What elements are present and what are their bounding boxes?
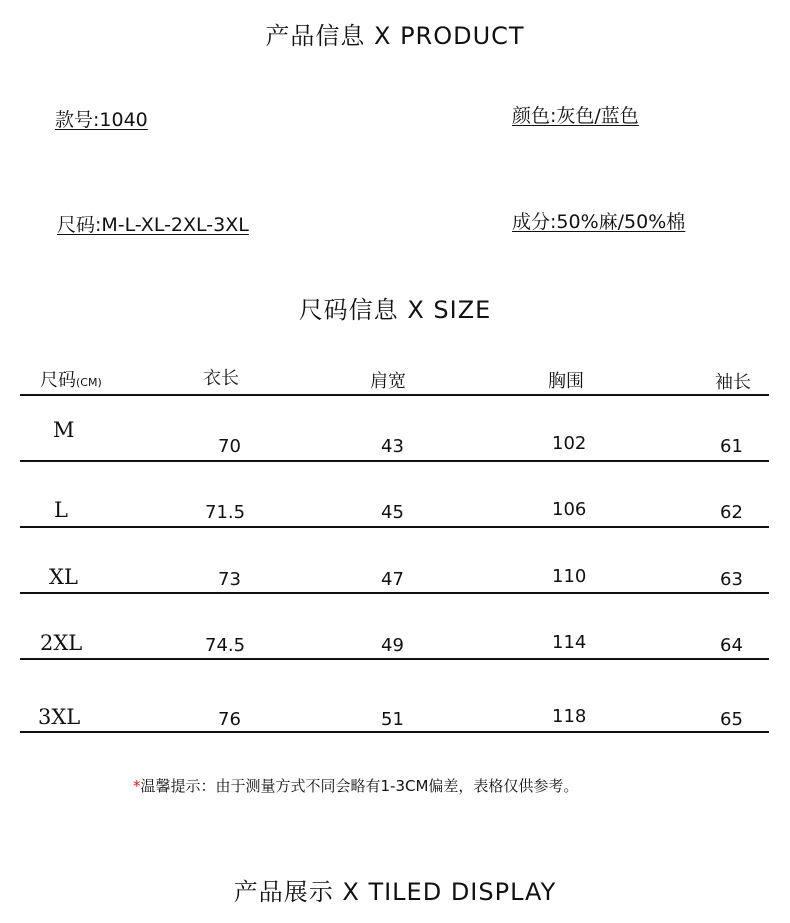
- cell-shoulder: 45: [381, 502, 404, 523]
- header-unit: (CM): [76, 376, 102, 389]
- row-size: XL: [49, 565, 78, 589]
- cell-shoulder: 51: [381, 709, 404, 730]
- cell-chest: 110: [552, 566, 587, 587]
- cell-length: 73: [218, 569, 241, 590]
- row-rule: [20, 592, 769, 594]
- cell-sleeve: 65: [720, 709, 743, 730]
- cell-chest: 102: [552, 433, 587, 454]
- cell-chest: 106: [552, 499, 587, 520]
- row-rule: [20, 526, 769, 528]
- cell-length: 76: [218, 709, 241, 730]
- cell-length: 71.5: [205, 502, 246, 523]
- header-sleeve: 袖长: [715, 372, 751, 393]
- header-size-label: 尺码: [40, 370, 76, 391]
- measurement-tip: [133, 775, 578, 796]
- cell-chest: 114: [552, 632, 587, 653]
- color-info: 颜色:灰色/蓝色: [512, 105, 639, 127]
- cell-shoulder: 43: [381, 436, 404, 457]
- cell-sleeve: 61: [720, 436, 743, 457]
- cell-sleeve: 62: [720, 502, 743, 523]
- cell-chest: 118: [552, 706, 587, 727]
- table-bottom-rule: [20, 731, 769, 733]
- row-rule: [20, 658, 769, 660]
- header-size: [40, 366, 102, 392]
- cell-length: 74.5: [205, 635, 246, 656]
- size-heading: 尺码信息 X SIZE: [298, 296, 492, 324]
- cell-length: 70: [218, 436, 241, 457]
- row-size: 3XL: [38, 705, 81, 729]
- row-size: M: [53, 418, 75, 442]
- tip-text: 温馨提示：由于测量方式不同会略有1-3CM偏差，表格仅供参考。: [140, 777, 579, 795]
- sizes-info: 尺码:M-L-XL-2XL-3XL: [57, 214, 249, 236]
- header-shoulder: 肩宽: [370, 371, 406, 392]
- row-size: 2XL: [40, 631, 83, 655]
- material-info: 成分:50%麻/50%棉: [512, 211, 686, 233]
- cell-sleeve: 63: [720, 569, 743, 590]
- style-number: 款号:1040: [55, 109, 148, 131]
- header-rule: [20, 394, 769, 396]
- header-chest: 胸围: [548, 371, 584, 392]
- asterisk-icon: *: [133, 777, 141, 795]
- product-heading: 产品信息 X PRODUCT: [265, 22, 525, 50]
- cell-shoulder: 47: [381, 569, 404, 590]
- row-rule: [20, 460, 769, 462]
- row-size: L: [54, 498, 68, 522]
- cell-shoulder: 49: [381, 635, 404, 656]
- cell-sleeve: 64: [720, 635, 743, 656]
- header-length: 衣长: [203, 368, 239, 389]
- display-heading: 产品展示 X TILED DISPLAY: [233, 878, 557, 906]
